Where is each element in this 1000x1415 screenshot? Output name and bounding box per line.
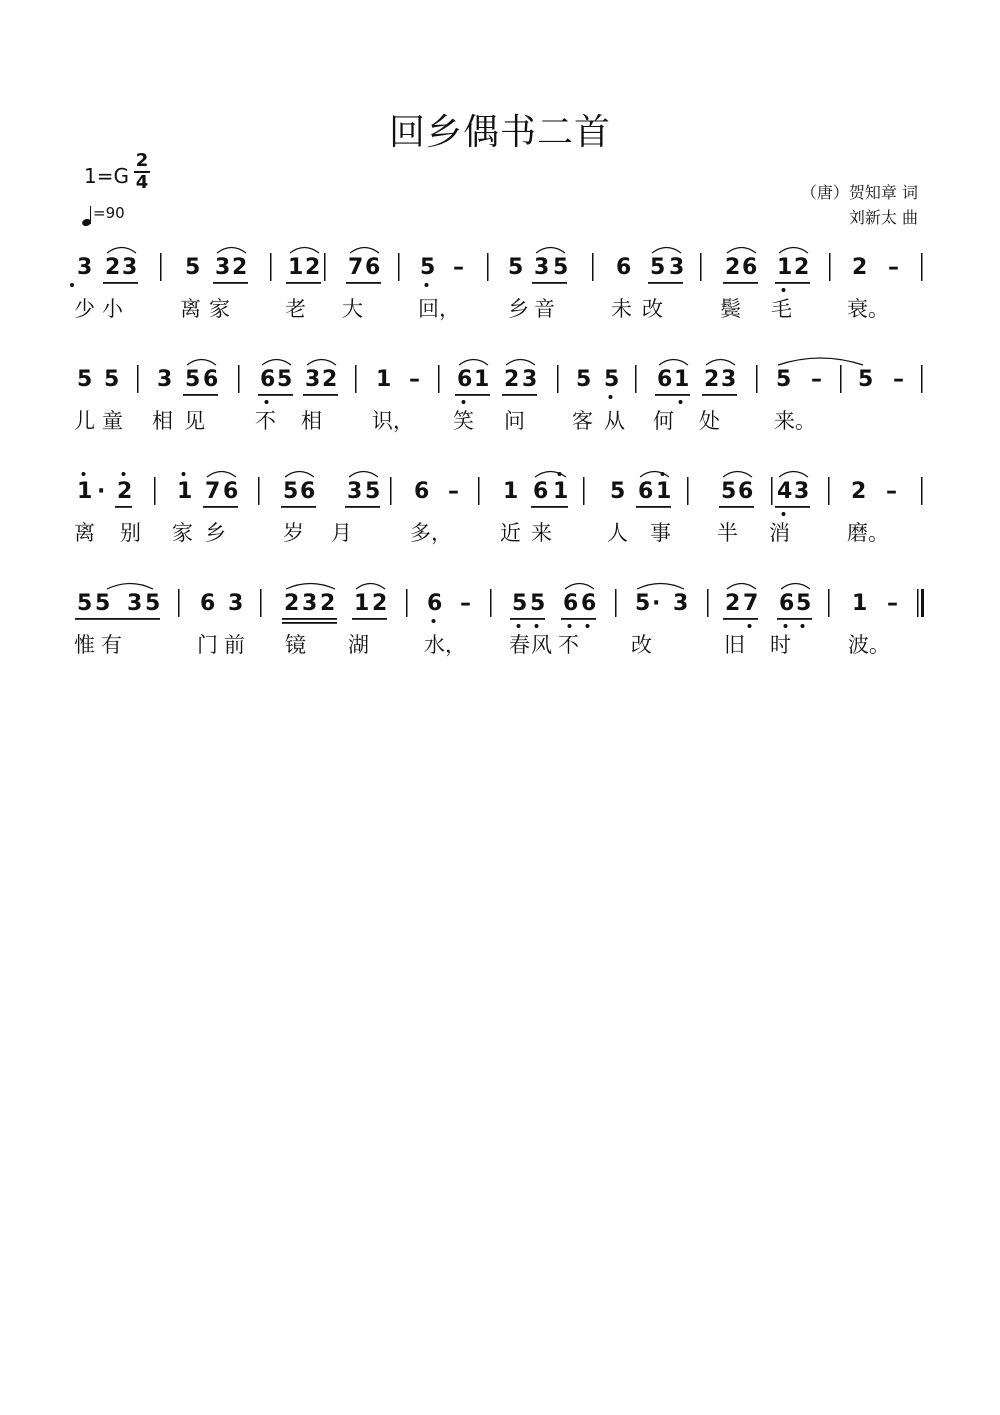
lyric-syllable: 消 [769,521,790,545]
note: 5 [796,591,812,616]
lyric-syllable: 离 [74,521,95,545]
beam-underline [502,394,537,396]
octave-dot-below [568,624,572,628]
note: 5 [95,591,111,616]
note: 5 [553,255,569,280]
slur [640,472,669,478]
lyric-syllable: 家 [209,297,230,321]
barline [160,253,162,281]
slur [217,248,246,254]
note: 2 [284,591,300,616]
beam-underline [286,282,321,284]
barline [583,477,585,505]
slur [187,360,216,366]
note: 6 [563,591,579,616]
note: 5 [420,255,436,280]
note: 1 [354,591,370,616]
note: 3 [673,591,689,616]
lyric-syllable: 笑 [453,409,474,433]
octave-dot-below [517,624,521,628]
beam-underline [648,282,683,284]
note: 3 [77,255,93,280]
lyric-syllable: 老 [285,297,306,321]
octave-dot-below [70,283,74,287]
note: 2 [725,255,741,280]
slur [637,584,684,590]
octave-dot-above [558,472,562,476]
slur [727,584,756,590]
beam-underline [775,506,810,508]
note: 6 [742,255,758,280]
barline [487,253,489,281]
octave-dot-above [661,472,665,476]
sustain-dash: – [811,367,822,392]
note: 2 [105,255,121,280]
time-signature [134,152,150,192]
beam-underline [183,394,218,396]
beam-underline [532,282,567,284]
lyric-syllable: 处 [699,409,720,433]
note: 2 [305,255,321,280]
lyric-syllable: 镜 [285,633,306,657]
slur [285,472,314,478]
beam-underline [723,282,758,284]
octave-dot-below [801,624,805,628]
octave-dot-below [748,624,752,628]
slur [207,472,236,478]
barline [921,253,923,281]
slur [652,248,681,254]
note: 2 [117,479,133,504]
beam-underline [561,618,596,620]
beam-underline [702,394,737,396]
note: 3 [122,255,138,280]
note: 5 [145,591,161,616]
note: 3 [215,255,231,280]
barline [828,589,830,617]
lyric-syllable: 未 [611,297,632,321]
slur [506,360,535,366]
note: 7 [348,255,364,280]
barline [700,253,702,281]
slur [706,360,735,366]
lyric-syllable: 惟 [74,633,95,657]
octave-dot-above [182,472,186,476]
dot-rhythm: · [652,591,661,616]
lyricist-credit: （唐）贺知章 词 [800,183,918,202]
note: 2 [504,367,520,392]
beam-underline [531,506,568,508]
note: 5 [604,367,620,392]
lyric-syllable: 风 [531,633,552,657]
lyric-syllable: 相 [152,409,173,433]
barline [828,477,830,505]
barline [478,477,480,505]
time-signature-bottom: 4 [135,172,149,193]
lyric-syllable: 见 [184,409,205,433]
note: 1 [474,367,490,392]
octave-dot-below [432,619,436,623]
lyric-syllable: 多， [410,521,452,545]
lyric-syllable: 家 [172,521,193,545]
slur [350,248,379,254]
note: 3 [157,367,173,392]
barline [137,365,139,393]
note: 6 [414,479,430,504]
note: 5 [635,591,651,616]
beam-underline [75,618,160,620]
barline [238,365,240,393]
sustain-dash: – [409,367,420,392]
note: 5 [77,591,93,616]
note: 2 [232,255,248,280]
beam-underline [103,282,138,284]
note: 5 [610,479,626,504]
note: 1 [288,255,304,280]
note: 3 [347,479,363,504]
note: 3 [721,367,737,392]
note: 5 [530,591,546,616]
note: 5 [277,367,293,392]
note: 6 [223,479,239,504]
slur [727,248,756,254]
slur [459,360,488,366]
lyric-syllable: 不 [558,633,579,657]
barline [355,365,357,393]
note: 6 [457,367,473,392]
lyric-syllable: 童 [102,409,123,433]
note: 4 [777,479,793,504]
note: 6 [365,255,381,280]
barline [615,589,617,617]
note: 5 [508,255,524,280]
lyric-syllable: 衰。 [847,297,889,321]
lyric-syllable: 春 [509,633,530,657]
slur [107,584,153,590]
slur [779,248,808,254]
barline [438,365,440,393]
note: 1 [77,479,93,504]
octave-dot-below [782,288,786,292]
slur [107,248,136,254]
beam-underline [346,282,381,284]
lyric-syllable: 人 [607,521,628,545]
lyric-syllable: 离 [180,297,201,321]
note: 7 [743,591,759,616]
note: 6 [260,367,276,392]
lyric-syllable: 少 [74,297,95,321]
beam-underline [455,394,490,396]
notation-marks [72,255,932,305]
lyric-syllable: 改 [642,297,663,321]
octave-dot-below [609,395,613,399]
lyric-syllable: 问 [504,409,525,433]
note: 3 [794,479,810,504]
beam-underline [213,282,248,284]
lyric-syllable: 相 [301,409,322,433]
note: 6 [657,367,673,392]
barline [687,477,689,505]
tempo-value: =90 [93,204,125,222]
lyric-syllable: 乡 [205,521,226,545]
note: 6 [738,479,754,504]
lyric-syllable: 何 [653,409,674,433]
lyric-syllable: 岁 [283,521,304,545]
note: 3 [522,367,538,392]
lyric-syllable: 门 [197,633,218,657]
slur [356,584,385,590]
lyric-syllable: 磨。 [847,521,889,545]
lyric-syllable: 事 [650,521,671,545]
note: 2 [372,591,388,616]
note: 6 [779,591,795,616]
lyric-syllable: 毛 [771,297,792,321]
barline [398,253,400,281]
note: 2 [704,367,720,392]
note: 5 [576,367,592,392]
note: 6 [300,479,316,504]
key-signature: 1=G [84,164,129,188]
lyric-syllable: 来。 [774,409,816,433]
note: 6 [533,479,549,504]
beam-underline [723,618,758,620]
note: 2 [320,591,336,616]
sustain-dash: – [893,367,904,392]
note: 1 [656,479,672,504]
note: 3 [305,367,321,392]
lyric-syllable: 不 [255,409,276,433]
slur [290,248,319,254]
note: 5 [776,367,792,392]
sustain-dash: – [460,591,471,616]
note: 6 [616,255,632,280]
lyric-syllable: 有 [101,633,122,657]
lyric-syllable: 前 [224,633,245,657]
note: 1 [674,367,690,392]
note: 6 [200,591,216,616]
note: 2 [322,367,338,392]
note: 3 [669,255,685,280]
note: 1 [376,367,392,392]
beam-underline [352,618,387,620]
beam-underline [258,394,293,396]
beam-underline [510,618,545,620]
octave-dot-above [82,472,86,476]
lyric-syllable: 识， [372,409,414,433]
lyric-syllable: 湖 [348,633,369,657]
note: 6 [638,479,654,504]
barline [840,365,842,393]
note: 2 [794,255,810,280]
beam-underline [115,506,132,508]
lyric-syllable: 别 [120,521,141,545]
octave-dot-below [782,512,786,516]
time-signature-top: 2 [135,150,149,171]
barline [390,477,392,505]
slur [778,358,863,365]
lyric-syllable: 客 [572,409,593,433]
note: 5 [512,591,528,616]
octave-dot-below [265,400,269,404]
lyric-syllable: 来 [531,521,552,545]
sustain-dash: – [448,479,459,504]
note: 1 [503,479,519,504]
barline [921,477,923,505]
barline [324,253,326,281]
note: 6 [427,591,443,616]
slur [781,584,810,590]
lyric-syllable: 近 [500,521,521,545]
note: 6 [203,367,219,392]
note: 5 [185,255,201,280]
barline [260,589,262,617]
slur [307,360,336,366]
lyric-syllable: 鬓 [720,297,741,321]
lyric-syllable: 月 [331,521,352,545]
final-barline [917,589,919,617]
lyric-syllable: 小 [102,297,123,321]
sustain-dash: – [453,255,464,280]
dot-rhythm: · [97,479,106,504]
beam-underline [777,618,812,620]
octave-dot-below [462,400,466,404]
composer-credit: 刘新太 曲 [848,208,918,227]
lyric-syllable: 波。 [848,633,890,657]
beam-underline [282,618,337,620]
tempo-marking [82,204,125,226]
beam-underline [775,282,810,284]
beam-underline [636,506,671,508]
beam-underline [203,506,238,508]
slur [659,360,688,366]
note: 3 [127,591,143,616]
barline [707,589,709,617]
note: 6 [581,591,597,616]
beam-underline [719,506,754,508]
sustain-dash: – [887,591,898,616]
lyric-syllable: 旧 [724,633,745,657]
note: 3 [302,591,318,616]
lyric-syllable: 儿 [74,409,95,433]
lyric-syllable: 大 [342,297,363,321]
lyric-syllable: 从 [604,409,625,433]
note: 1 [852,591,868,616]
octave-dot-above [122,472,126,476]
slur [349,472,378,478]
octave-dot-below [784,624,788,628]
slur [286,584,335,590]
barline [490,589,492,617]
barline [557,365,559,393]
barline [592,253,594,281]
barline [771,477,773,505]
note: 3 [534,255,550,280]
note: 1 [777,255,793,280]
beam-underline [345,506,380,508]
beam-underline [655,394,690,396]
barline [756,365,758,393]
barline [258,477,260,505]
note: 1 [553,479,569,504]
lyric-syllable: 水， [424,633,466,657]
note: 5 [283,479,299,504]
note: 3 [228,591,244,616]
barline [154,477,156,505]
slur [565,584,594,590]
barline [406,589,408,617]
slur [262,360,291,366]
beam-underline [303,394,338,396]
octave-dot-below [679,400,683,404]
slur [779,472,808,478]
note: 1 [177,479,193,504]
note: 5 [858,367,874,392]
barline [635,365,637,393]
sustain-dash: – [888,255,899,280]
octave-dot-below [425,283,429,287]
note: 2 [725,591,741,616]
slur [536,248,565,254]
quarter-note-icon [81,218,92,228]
lyric-syllable: 半 [717,521,738,545]
barline [178,589,180,617]
barline [921,365,923,393]
lyric-syllable: 音 [534,297,555,321]
note: 5 [365,479,381,504]
note: 5 [185,367,201,392]
note: 5 [104,367,120,392]
note: 5 [77,367,93,392]
octave-dot-below [586,624,590,628]
lyric-syllable: 时 [770,633,791,657]
lyric-syllable: 改 [631,633,652,657]
barline [270,253,272,281]
final-barline [921,589,924,617]
lyric-syllable: 回， [418,297,460,321]
octave-dot-below [535,624,539,628]
barline [829,253,831,281]
note: 7 [205,479,221,504]
beam-underline [282,622,337,624]
lyric-syllable: 乡 [508,297,529,321]
page-title: 回乡偶书二首 [388,112,611,153]
sustain-dash: – [886,479,897,504]
beam-underline [281,506,316,508]
note: 2 [852,255,868,280]
note: 5 [721,479,737,504]
slur [723,472,752,478]
note: 2 [851,479,867,504]
note: 5 [650,255,666,280]
